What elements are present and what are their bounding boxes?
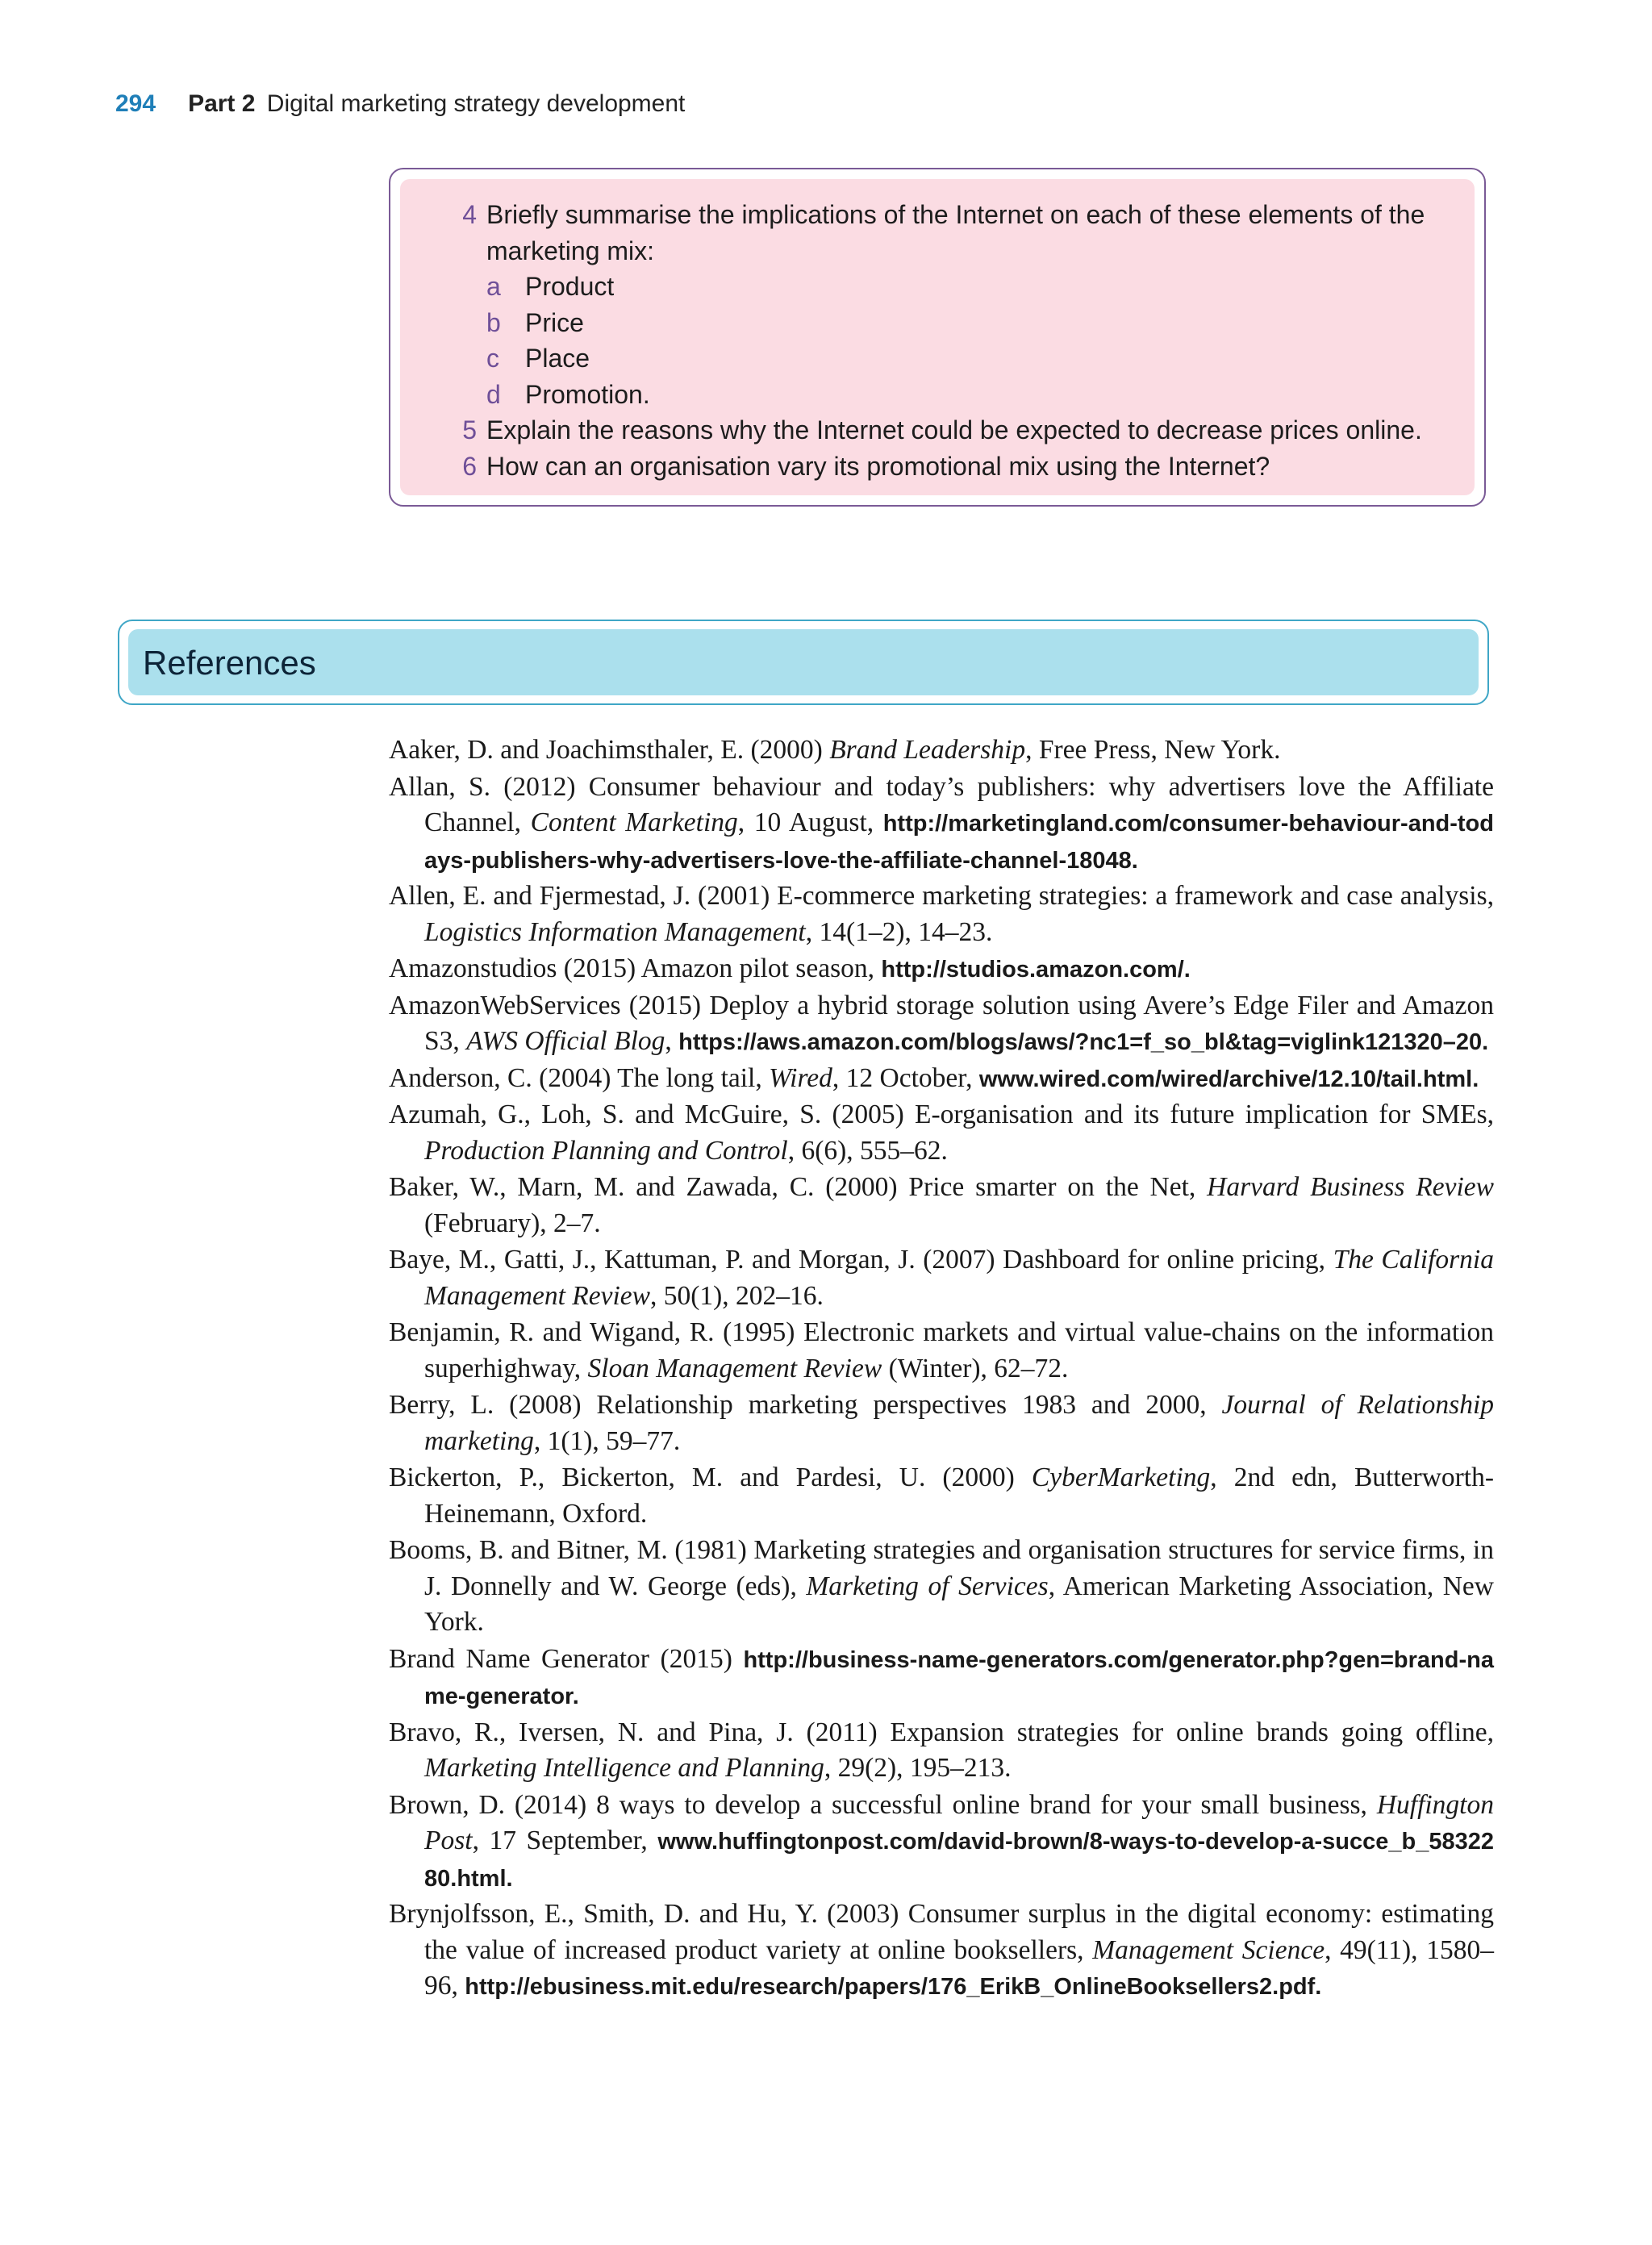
question-item — [444, 197, 1450, 269]
reference-source: Brand Leadership — [829, 735, 1026, 765]
reference-entry — [389, 988, 1494, 1061]
reference-source: Journal of Relationship marketing — [424, 1390, 1495, 1456]
reference-text: Allen, E. and Fjermestad, J. (2001) E-commerce marketing strategies: a framework and case analysis, — [389, 881, 1494, 911]
reference-list — [389, 732, 1494, 2005]
reference-entry — [389, 1315, 1494, 1387]
reference-entry — [389, 1788, 1494, 1897]
reference-url[interactable]: http://ebusiness.mit.edu/research/papers/176_ErikB_OnlineBooksellers2.pdf — [465, 1974, 1316, 2000]
questions-box — [389, 168, 1486, 507]
reference-url-end: . — [572, 1684, 579, 1709]
page-number: 294 — [115, 90, 156, 117]
part-label: Part 2 — [188, 90, 256, 117]
reference-source: Wired — [769, 1062, 832, 1093]
question-item — [444, 412, 1450, 449]
question-number: 5 — [462, 415, 477, 444]
reference-url[interactable]: http://studios.amazon.com/ — [881, 957, 1184, 983]
reference-source: Logistics Information Management — [424, 916, 806, 947]
reference-text: Brown, D. (2014) 8 ways to develop a successful online brand for your small business, — [389, 1789, 1377, 1820]
reference-url[interactable]: www.huffingtonpost.com/david-brown/8-ways-to-develop-a-succe_b_5832280.html — [424, 1829, 1494, 1892]
subitem-text: Promotion. — [525, 379, 650, 409]
reference-url[interactable]: https://aws.amazon.com/blogs/aws/?nc1=f_so_bl&tag=viglink121320–20 — [678, 1029, 1483, 1055]
reference-text: Bickerton, P., Bickerton, M. and Pardesi, U. (2000) — [389, 1463, 1032, 1492]
subitem-letter: a — [486, 272, 501, 301]
reference-source: The California Management Review — [424, 1245, 1494, 1311]
question-number: 4 — [462, 200, 477, 229]
reference-details: , American Marketing Association, New York. — [424, 1571, 1494, 1637]
reference-text: Baye, M., Gatti, J., Kattuman, P. and Morgan, J. (2007) Dashboard for online pricing, — [389, 1245, 1333, 1275]
reference-entry — [389, 1533, 1494, 1642]
question-list — [444, 197, 1450, 484]
reference-source: Harvard Business Review — [1207, 1172, 1494, 1202]
references-banner — [118, 620, 1489, 705]
reference-source: Marketing of Services — [806, 1571, 1049, 1601]
reference-details: , 14(1–2), 14–23. — [805, 916, 993, 947]
reference-text: Anderson, C. (2004) The long tail, — [389, 1062, 770, 1093]
subitem-text: Place — [525, 344, 590, 373]
reference-details: , 50(1), 202–16. — [650, 1280, 824, 1311]
question-text: Briefly summarise the implications of the Internet on each of these elements of the marketing mix: — [486, 200, 1425, 265]
reference-entry — [389, 1170, 1494, 1242]
reference-text: Bravo, R., Iversen, N. and Pina, J. (2011) Expansion strategies for online brands going offline, — [389, 1717, 1494, 1747]
subitem-text: Price — [525, 307, 584, 337]
reference-url-end: . — [1482, 1029, 1489, 1055]
reference-text: Booms, B. and Bitner, M. (1981) Marketing strategies and organisation structures for service firms, in J. Donnelly and W. George (eds), — [389, 1535, 1494, 1601]
reference-text: Brynjolfsson, E., Smith, D. and Hu, Y. (2003) Consumer surplus in the digital economy: estimating the value of increased product variety at online booksellers, — [389, 1899, 1494, 1965]
reference-details: , 2nd edn, Butterworth-Heinemann, Oxford. — [424, 1463, 1495, 1529]
reference-details: , 10 August, — [737, 807, 883, 837]
reference-entry — [389, 1460, 1494, 1533]
references-banner-background — [128, 629, 1479, 695]
reference-entry — [389, 770, 1494, 879]
reference-details: , 1(1), 59–77. — [533, 1425, 681, 1456]
question-subitem — [444, 269, 1450, 305]
reference-details: (February), 2–7. — [424, 1208, 601, 1238]
reference-details: , 49(11), 1580–96, — [424, 1934, 1494, 2001]
reference-text: Amazonstudios (2015) Amazon pilot season, — [389, 953, 882, 983]
reference-source: Content Marketing — [530, 807, 738, 837]
subitem-letter: d — [486, 379, 501, 409]
reference-entry — [389, 1715, 1494, 1788]
reference-entry — [389, 1897, 1494, 2005]
reference-entry — [389, 1242, 1494, 1315]
reference-url[interactable]: http://marketingland.com/consumer-behaviour-and-todays-publishers-why-advertisers-love-the-affiliate-channel-18048 — [424, 811, 1494, 874]
reference-url-end: . — [1472, 1066, 1479, 1092]
reference-text: Azumah, G., Loh, S. and McGuire, S. (2005) E-organisation and its future implication for SMEs, — [389, 1100, 1494, 1129]
part-title: Digital marketing strategy development — [266, 90, 686, 117]
reference-url-end: . — [1183, 957, 1191, 983]
reference-text: Benjamin, R. and Wigand, R. (1995) Electronic markets and virtual value-chains on the information superhighway, — [389, 1317, 1494, 1383]
reference-url-end: . — [1315, 1974, 1322, 2000]
reference-url[interactable]: www.wired.com/wired/archive/12.10/tail.html — [978, 1066, 1473, 1092]
subitem-letter: c — [486, 344, 499, 373]
reference-entry — [389, 878, 1494, 951]
questions-box-background — [400, 179, 1475, 495]
reference-source: AWS Official Blog — [466, 1026, 665, 1056]
question-subitem — [444, 340, 1450, 377]
reference-text: Aaker, D. and Joachimsthaler, E. (2000) — [389, 735, 830, 765]
reference-source: Sloan Management Review — [587, 1353, 882, 1383]
question-text: Explain the reasons why the Internet could be expected to decrease prices online. — [486, 415, 1422, 444]
reference-text: Baker, W., Marn, M. and Zawada, C. (2000) Price smarter on the Net, — [389, 1172, 1208, 1202]
reference-source: CyberMarketing — [1031, 1463, 1211, 1492]
reference-url-end: . — [506, 1865, 513, 1892]
reference-url-end: . — [1131, 847, 1138, 874]
reference-details: , — [665, 1026, 679, 1056]
reference-url[interactable]: http://business-name-generators.com/generator.php?gen=brand-name-generator — [424, 1646, 1494, 1709]
reference-text: AmazonWebServices (2015) Deploy a hybrid storage solution using Avere’s Edge Filer and Amazon S3, — [389, 990, 1494, 1056]
reference-entry — [389, 1061, 1494, 1098]
reference-entry — [389, 1097, 1494, 1170]
question-subitem — [444, 377, 1450, 413]
reference-text: Berry, L. (2008) Relationship marketing perspectives 1983 and 2000, — [389, 1390, 1222, 1420]
reference-text: Brand Name Generator (2015) — [389, 1643, 744, 1674]
reference-entry — [389, 732, 1494, 770]
question-subitem — [444, 305, 1450, 341]
reference-details: , Free Press, New York. — [1025, 735, 1281, 765]
running-head — [115, 90, 685, 118]
reference-source: Marketing Intelligence and Planning — [424, 1753, 824, 1783]
subitem-text: Product — [525, 272, 615, 301]
reference-details: (Winter), 62–72. — [882, 1353, 1069, 1383]
question-number: 6 — [462, 451, 477, 481]
reference-entry — [389, 1642, 1494, 1715]
question-text: How can an organisation vary its promotional mix using the Internet? — [486, 451, 1270, 481]
reference-details: , 12 October, — [832, 1062, 979, 1093]
reference-source: Huffington Post — [424, 1789, 1494, 1855]
reference-details: , 17 September, — [472, 1826, 658, 1855]
reference-source: Management Science — [1092, 1934, 1325, 1965]
question-item — [444, 449, 1450, 485]
reference-entry — [389, 951, 1494, 988]
subitem-letter: b — [486, 307, 501, 337]
reference-text: Allan, S. (2012) Consumer behaviour and today’s publishers: why advertisers love the Affiliate Channel, — [389, 771, 1494, 837]
reference-source: Production Planning and Control — [424, 1135, 788, 1166]
section-title: References — [143, 644, 316, 682]
reference-entry — [389, 1387, 1494, 1460]
reference-details: , 6(6), 555–62. — [787, 1135, 948, 1166]
reference-details: , 29(2), 195–213. — [824, 1753, 1012, 1783]
